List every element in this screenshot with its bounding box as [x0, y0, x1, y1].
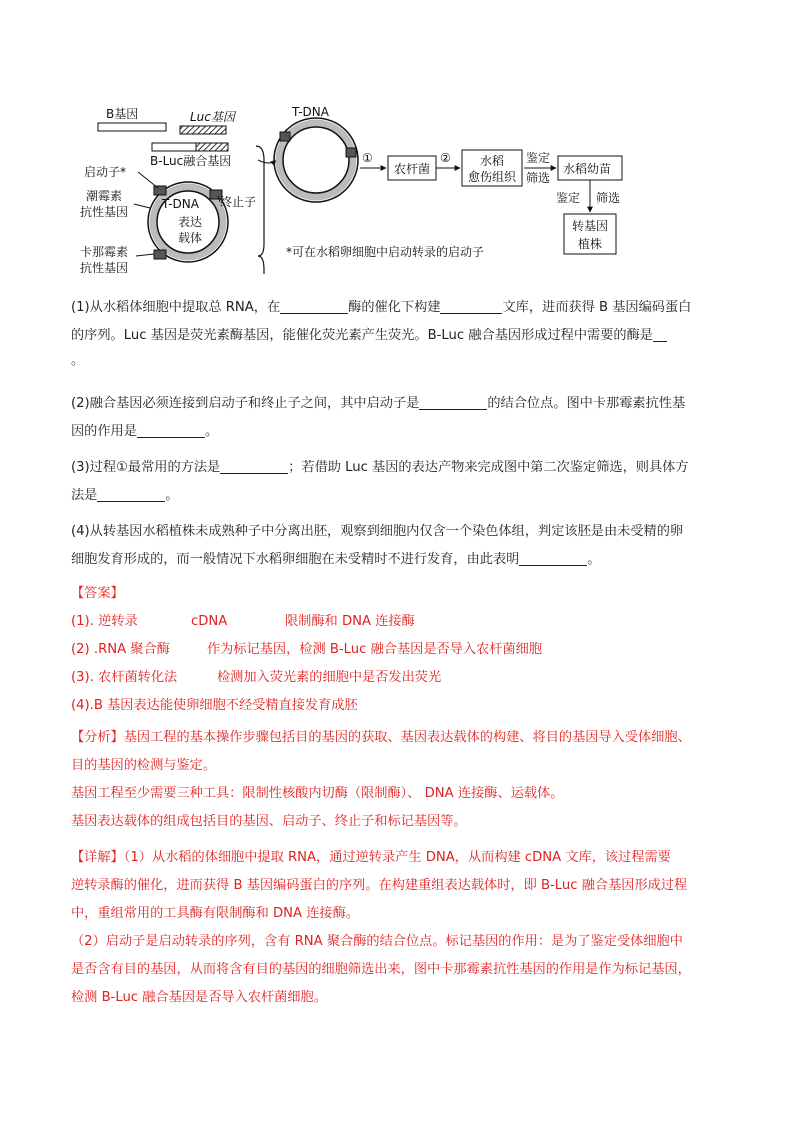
hygromycin-pointer — [134, 204, 150, 208]
identify-label-1: 鉴定 — [526, 151, 551, 165]
blank — [519, 551, 587, 566]
blank — [419, 395, 487, 410]
footnote: *可在水稻卵细胞中启动转录的启动子 — [286, 245, 485, 259]
kanamycin-segment — [154, 250, 166, 259]
callus-label-1: 水稻 — [480, 154, 505, 168]
vector-label-2: 载体 — [178, 231, 203, 245]
step1-label: ① — [362, 151, 373, 165]
luc-gene-label: Luc基因 — [190, 110, 235, 124]
answer-3: (3). 农杆菌转化法 检测加入荧光素的细胞中是否发出荧光 — [71, 670, 442, 685]
promoter-segment — [154, 186, 166, 195]
luc-gene-bar — [180, 126, 226, 134]
identify-label-4: 筛选 — [596, 191, 621, 205]
tdna-segment-right — [346, 148, 356, 157]
analysis-header: 【分析】 — [71, 730, 124, 745]
answer-2: (2) .RNA 聚合酶 作为标记基因，检测 B-Luc 融合基因是否导入农杆菌细胞 — [71, 642, 543, 657]
blank — [280, 299, 348, 314]
genetic-engineering-diagram — [80, 104, 640, 280]
tdna-left-label: T-DNA — [162, 197, 199, 211]
hygromycin-label-2: 抗性基因 — [80, 205, 129, 219]
answer-1: (1). 逆转录 cDNA 限制酶和 DNA 连接酶 — [71, 614, 415, 629]
question-2: (2)融合基因必须连接到启动子和终止子之间，其中启动子是 的结合位点。图中卡那霉素抗性基 因的作用是 。 — [71, 396, 686, 439]
kanamycin-label-1: 卡那霉素 — [80, 245, 129, 259]
fusion-gene-bar-b — [152, 143, 196, 151]
blank — [653, 327, 667, 342]
blank — [440, 299, 502, 314]
detail-header: 【详解】 — [71, 850, 124, 865]
step2-label: ② — [440, 151, 451, 165]
answer-section — [71, 580, 731, 720]
vector-label-1: 表达 — [178, 215, 203, 229]
brace — [256, 146, 264, 274]
transgenic-label-1: 转基因 — [572, 219, 609, 233]
answer-4: (4).B 基因表达能使卵细胞不经受精直接发育成胚 — [71, 698, 358, 713]
blank — [220, 459, 288, 474]
blank — [97, 487, 165, 502]
answer-header: 【答案】 — [71, 586, 124, 601]
b-gene-bar — [98, 123, 166, 131]
fusion-gene-label: B-Luc融合基因 — [150, 154, 232, 168]
tdna-top-label: T-DNA — [292, 105, 329, 119]
seedling-label: 水稻幼苗 — [563, 162, 612, 176]
promoter-pointer — [138, 172, 158, 188]
tdna-plasmid-outer — [274, 118, 358, 202]
kanamycin-pointer — [136, 254, 154, 256]
identify-label-3: 鉴定 — [556, 191, 581, 205]
analysis-section: 【分析】基因工程的基本操作步骤包括目的基因的获取、基因表达载体的构建、将目的基因导入受体细胞、 目的基因的检测与鉴定。 基因工程至少需要三种工具：限制性核酸内切酶（限制酶）、 DNA 连接酶、运载体。 基因表达载体的组成包括目的基因、启动子、终止子和标记基因等。 — [71, 730, 691, 829]
kanamycin-label-2: 抗性基因 — [80, 261, 129, 275]
terminator-label: 终止子 — [220, 195, 257, 209]
tdna-segment-left — [280, 132, 290, 141]
callus-label-2: 愈伤组织 — [468, 170, 517, 184]
question-3: (3)过程①最常用的方法是 ；若借助 Luc 基因的表达产物来完成图中第二次鉴定筛选，则具体方 法是 。 — [71, 460, 689, 503]
blank — [137, 423, 205, 438]
transgenic-label-2: 植株 — [578, 237, 603, 251]
b-gene-label: B基因 — [106, 107, 139, 121]
promoter-label: 启动子* — [84, 165, 127, 179]
question-4: (4)从转基因水稻植株未成熟种子中分离出胚，观察到细胞内仅含一个染色体组，判定该胚是由未受精的卵 细胞发育形成的，而一般情况下水稻卵细胞在未受精时不进行发育，由此表明 。 — [71, 524, 684, 567]
hygromycin-label-1: 潮霉素 — [86, 189, 123, 203]
identify-label-2: 筛选 — [526, 171, 551, 185]
agrobacterium-label: 农杆菌 — [394, 162, 431, 176]
tdna-plasmid-inner — [283, 127, 349, 193]
fusion-gene-bar-luc — [196, 143, 228, 151]
detail-section: 【详解】（1）从水稻的体细胞中提取 RNA，通过逆转录产生 DNA，从而构建 cDNA 文库，该过程需要 逆转录酶的催化，进而获得 B 基因编码蛋白的序列。在构建重组表达载体时，即 B-Luc 融合基因形成过程 中，重组常用的工具酶有限制酶和 DNA 连接酶。 （2）启动子是启动转录的序列，含有 RNA 聚合酶的结合位点。标记基因的作用：是为了鉴定受体细胞中 是否含有目的基因，从而将含有目的基因的细胞筛选出来，图中卡那霉素抗性基因的作用是作为标记基因， 检测 B-Luc 融合基因是否导入农杆菌细胞。 — [71, 850, 691, 1005]
question-1: (1)从水稻体细胞中提取总 RNA，在 酶的催化下构建 文库，进而获得 B 基因编码蛋白 的序列。Luc 基因是荧光素酶基因，能催化荧光素产生荧光。B-Luc 融合基因形成过程中需要的酶是 。 — [71, 300, 692, 368]
